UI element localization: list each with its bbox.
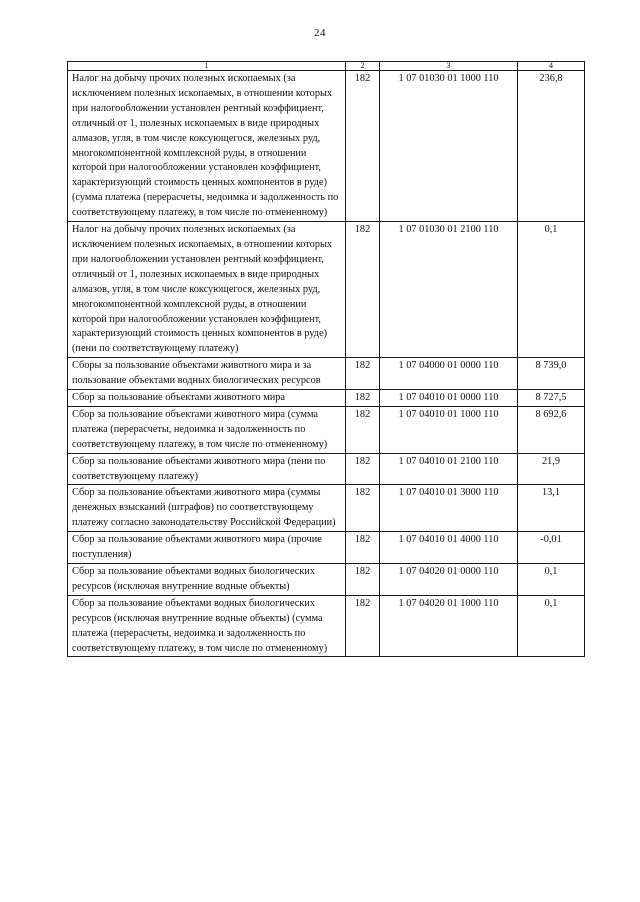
table-row <box>68 222 585 358</box>
row-amount: 0,1 <box>518 222 585 358</box>
row-budget-code: 1 07 04010 01 1000 110 <box>380 406 518 453</box>
row-amount: 13,1 <box>518 485 585 532</box>
table-row <box>68 453 585 485</box>
row-name: Сбор за пользование объектами животного мира (пени по соответствующему платежу) <box>68 453 346 485</box>
row-amount: 8 727,5 <box>518 390 585 407</box>
row-admin-code: 182 <box>346 222 380 358</box>
row-admin-code: 182 <box>346 485 380 532</box>
column-header-2: 2 <box>346 62 380 71</box>
row-budget-code: 1 07 04000 01 0000 110 <box>380 358 518 390</box>
row-amount: 0,1 <box>518 564 585 596</box>
row-admin-code: 182 <box>346 453 380 485</box>
page-number: 24 <box>314 27 326 39</box>
row-admin-code: 182 <box>346 532 380 564</box>
row-amount: 8 739,0 <box>518 358 585 390</box>
row-budget-code: 1 07 04010 01 3000 110 <box>380 485 518 532</box>
column-header-4: 4 <box>518 62 585 71</box>
row-name: Сбор за пользование объектами водных биологических ресурсов (исключая внутренние водные объекты) <box>68 564 346 596</box>
row-admin-code: 182 <box>346 595 380 657</box>
table-row <box>68 406 585 453</box>
row-budget-code: 1 07 01030 01 1000 110 <box>380 71 518 222</box>
row-admin-code: 182 <box>346 564 380 596</box>
row-name: Сбор за пользование объектами животного мира <box>68 390 346 407</box>
row-name: Сбор за пользование объектами животного мира (сумма платежа (перерасчеты, недоимка и задолженность по соответствующему платежу, в том числе по отмененному) <box>68 406 346 453</box>
row-admin-code: 182 <box>346 406 380 453</box>
row-amount: 8 692,6 <box>518 406 585 453</box>
table-row <box>68 485 585 532</box>
row-budget-code: 1 07 04010 01 4000 110 <box>380 532 518 564</box>
table-row <box>68 564 585 596</box>
row-budget-code: 1 07 01030 01 2100 110 <box>380 222 518 358</box>
table-body <box>68 71 585 657</box>
row-name: Сборы за пользование объектами животного мира и за пользование объектами водных биологических ресурсов <box>68 358 346 390</box>
row-name: Сбор за пользование объектами животного мира (прочие поступления) <box>68 532 346 564</box>
row-budget-code: 1 07 04010 01 0000 110 <box>380 390 518 407</box>
table-header-row <box>68 62 585 71</box>
row-amount: 21,9 <box>518 453 585 485</box>
row-amount: -0,01 <box>518 532 585 564</box>
budget-revenue-table <box>67 61 585 657</box>
table-row <box>68 532 585 564</box>
row-name: Сбор за пользование объектами животного мира (суммы денежных взысканий (штрафов) по соответствующему платежу согласно законодательству Российской Федерации) <box>68 485 346 532</box>
row-budget-code: 1 07 04010 01 2100 110 <box>380 453 518 485</box>
table-row <box>68 595 585 657</box>
column-header-1: 1 <box>68 62 346 71</box>
row-name: Налог на добычу прочих полезных ископаемых (за исключением полезных ископаемых, в отношении которых при налогообложении установлен рентный коэффициент, отличный от 1, полезных ископаемых в виде природных алмазов, угля, в том числе коксующегося, железных руд, многокомпонентной комплексной руды, в отношении которой при налогообложении установлен коэффициент, характеризующий стоимость ценных компонентов в руде) (пени по соответствующему платежу) <box>68 222 346 358</box>
row-budget-code: 1 07 04020 01 0000 110 <box>380 564 518 596</box>
row-admin-code: 182 <box>346 358 380 390</box>
table-row <box>68 358 585 390</box>
column-header-3: 3 <box>380 62 518 71</box>
row-admin-code: 182 <box>346 71 380 222</box>
row-amount: 236,8 <box>518 71 585 222</box>
row-name: Налог на добычу прочих полезных ископаемых (за исключением полезных ископаемых, в отношении которых при налогообложении установлен рентный коэффициент, отличный от 1, полезных ископаемых в виде природных алмазов, угля, в том числе коксующегося, железных руд, многокомпонентной комплексной руды, в отношении которой при налогообложении установлен коэффициент, характеризующий стоимость ценных компонентов в руде) (сумма платежа (перерасчеты, недоимка и задолженность по соответствующему платежу, в том числе по отмененному) <box>68 71 346 222</box>
table-row <box>68 390 585 407</box>
row-admin-code: 182 <box>346 390 380 407</box>
table-row <box>68 71 585 222</box>
row-budget-code: 1 07 04020 01 1000 110 <box>380 595 518 657</box>
row-amount: 0,1 <box>518 595 585 657</box>
row-name: Сбор за пользование объектами водных биологических ресурсов (исключая внутренние водные объекты) (сумма платежа (перерасчеты, недоимка и задолженность по соответствующему платежу, в том числе по отмененному) <box>68 595 346 657</box>
